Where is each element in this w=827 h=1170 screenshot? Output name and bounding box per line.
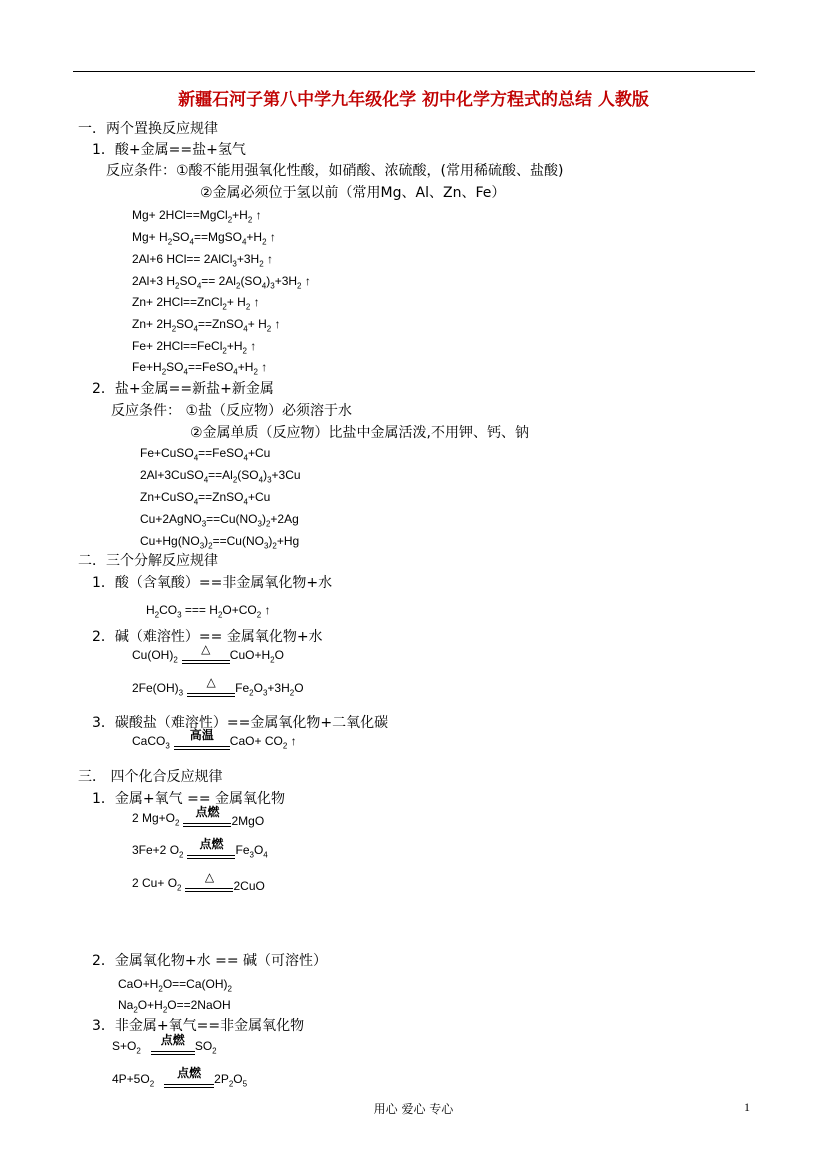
equation-lhs: $Cu(OH)_2$	[132, 648, 178, 665]
equation: $Zn+ 2H_2SO_4==ZnSO_4+ H_2$ ↑	[132, 317, 281, 334]
rule-1-2-condition-2: ②金属单质（反应物）比盐中金属活泼,不用钾、钙、钠	[190, 425, 529, 441]
rule-3-3-title: 3．非金属+氧气==非金属氧化物	[92, 1018, 305, 1034]
condition-label: 点燃	[177, 1066, 202, 1080]
section-2-heading: 二．三个分解反应规律	[78, 553, 218, 569]
equation-lhs: $2Fe(OH)_3$	[132, 681, 184, 698]
heat-condition-icon: △	[206, 675, 216, 689]
document-title: 新疆石河子第八中学九年级化学 初中化学方程式的总结 人教版	[178, 90, 649, 110]
reaction-arrow	[174, 729, 230, 759]
conditional-equation	[132, 871, 265, 901]
equation: Zn+ 2HCl==ZnCl$_2$+ $H_2$ ↑	[132, 295, 260, 312]
section-3-heading: 三． 四个化合反应规律	[78, 769, 223, 785]
rule-1-1-condition-2: ②金属必须位于氢以前（常用Mg、Al、Zn、Fe）	[200, 185, 506, 201]
condition-label: 点燃	[199, 837, 224, 851]
equation-lhs: CaCO$_3$	[132, 734, 170, 751]
reaction-arrow	[187, 838, 235, 868]
equation: $Fe+ 2HCl==FeCl_2+H_2$ ↑	[132, 339, 257, 356]
heat-condition-icon: △	[201, 642, 211, 656]
equation: $H_2CO_3$ === $H_2O+CO_2$ ↑	[146, 603, 271, 620]
equation: $2Al+3CuSO_4==Al_2(SO_4)_3+3Cu$	[140, 468, 301, 485]
condition-label: 点燃	[160, 1033, 185, 1047]
equation-lhs: $4P+5O_2$	[112, 1072, 155, 1089]
rule-1-1-condition-1: 反应条件：①酸不能用强氧化性酸，如硝酸、浓硫酸，(常用稀硫酸、盐酸)	[106, 163, 564, 179]
header-rule	[73, 71, 755, 72]
equation: $Na_2O+H_2O==2NaOH$	[118, 998, 231, 1015]
page-footer: 用心 爱心 专心	[373, 1102, 454, 1116]
section-1-heading: 一．两个置换反应规律	[78, 121, 218, 137]
conditional-equation	[112, 1034, 217, 1064]
equation: Zn+CuSO$_4$==ZnSO$_4$+Cu	[140, 490, 271, 507]
conditional-equation	[132, 643, 284, 673]
equation-rhs: $Fe_2O_3+3H_2O$	[235, 681, 304, 698]
equation: $Fe+H_2SO_4==FeSO_4+H_2$ ↑	[132, 360, 268, 377]
rule-1-1-title: 1．酸+金属==盐+氢气	[92, 142, 246, 158]
rule-2-1-title: 1．酸（含氧酸）==非金属氧化物+水	[92, 575, 333, 591]
equation-lhs: 2 $Cu+ O_2$	[132, 876, 182, 893]
equation-rhs: $Fe_3O_4$	[235, 843, 268, 860]
equation: $Mg+ 2HCl==MgCl_2+H_2$ ↑	[132, 208, 262, 225]
equation: $CaO+H_2O==Ca(OH)_2$	[118, 977, 232, 994]
condition-label: 点燃	[195, 805, 220, 819]
equation-rhs: $2P_2O_5$	[214, 1072, 248, 1089]
equation-rhs: $CuO+H_2O$	[229, 648, 284, 665]
conditional-equation	[112, 1067, 247, 1097]
equation-rhs: 2MgO	[231, 814, 265, 828]
conditional-equation	[132, 729, 297, 759]
equation-rhs: $CaO+ CO_2$ ↑	[229, 734, 297, 751]
heat-condition-icon: △	[204, 870, 215, 884]
equation-rhs: $SO_2$	[194, 1039, 217, 1056]
conditional-equation	[132, 676, 304, 706]
condition-label: 高温	[189, 728, 214, 742]
rule-1-2-condition-1: 反应条件： ①盐（反应物）必须溶于水	[111, 403, 352, 419]
reaction-arrow	[185, 871, 233, 901]
equation: $Cu+Hg(NO_3)_2==Cu(NO_3)_2+Hg$	[140, 534, 300, 551]
rule-3-1-title: 1．金属+氧气 == 金属氧化物	[92, 791, 285, 807]
reaction-arrow	[187, 676, 235, 706]
equation: $Cu+2AgNO_3==Cu(NO_3)_2+2Ag$	[140, 512, 299, 529]
reaction-arrow	[182, 643, 230, 673]
equation: Fe+CuSO$_4$==FeSO$_4$+Cu	[140, 446, 271, 463]
rule-2-2-title: 2．碱（难溶性）== 金属氧化物+水	[92, 629, 323, 645]
reaction-arrow	[183, 806, 231, 836]
equation: 2Al+6 $HCl== 2AlCl_3+3H_2$ ↑	[132, 252, 273, 269]
rule-3-2-title: 2．金属氧化物+水 == 碱（可溶性）	[92, 953, 327, 969]
equation: 2Al+3 $H_2SO_4== 2Al_2(SO_4)_3+3H_2$ ↑	[132, 274, 311, 291]
reaction-arrow	[164, 1067, 214, 1097]
page-number: 1	[744, 1100, 750, 1114]
equation-lhs: 3Fe+2 $O_2$	[132, 843, 184, 860]
equation-lhs: $S+O_2$	[112, 1039, 141, 1056]
equation: $Mg+ H_2SO_4==MgSO_4+H_2$ ↑	[132, 230, 276, 247]
equation-lhs: 2 $Mg+O_2$	[132, 811, 180, 828]
conditional-equation	[132, 838, 268, 868]
rule-2-3-title: 3．碳酸盐（难溶性）==金属氧化物+二氧化碳	[92, 715, 389, 731]
equation-rhs: 2CuO	[233, 879, 265, 893]
conditional-equation	[132, 806, 264, 836]
rule-1-2-title: 2．盐+金属==新盐+新金属	[92, 381, 274, 397]
reaction-arrow	[151, 1034, 195, 1064]
